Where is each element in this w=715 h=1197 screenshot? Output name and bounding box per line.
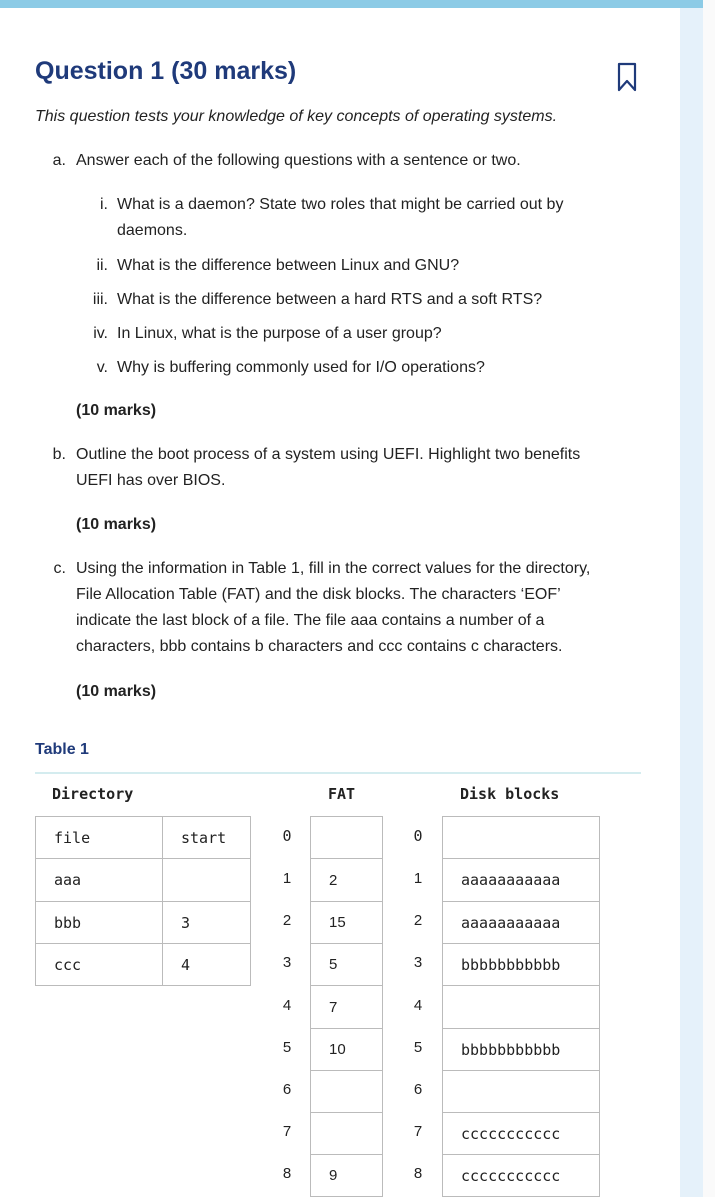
part-a-text: Answer each of the following questions with a sentence or two. [76,152,521,169]
fat-index: 1 [282,870,292,887]
directory-start-cell[interactable]: 3 [162,901,251,944]
top-accent-bar [0,0,703,8]
disk-block-index: 8 [413,1165,423,1182]
disk-block-index: 5 [413,1039,423,1056]
part-c-line-1: Using the information in Table 1, fill in the correct values for the directory, [76,560,591,577]
item-iv-number: iv. [93,325,108,342]
part-b-line-1: Outline the boot process of a system using UEFI. Highlight two benefits [76,446,581,463]
part-b-line-2: UEFI has over BIOS. [76,472,226,489]
fat-entry-cell[interactable] [310,1112,383,1155]
part-b-marks: (10 marks) [76,516,157,533]
fat-entry-cell[interactable] [310,816,383,859]
item-v-number: v. [96,359,108,376]
fat-index: 6 [282,1081,292,1098]
directory-file-cell: bbb [35,901,163,944]
table-title-divider [35,772,641,774]
part-c-line-3: indicate the last block of a file. The file aaa contains a number of a [76,612,545,629]
directory-header: Directory [52,785,134,803]
disk-block-cell[interactable] [442,985,600,1029]
disk-blocks-header: Disk blocks [460,785,560,803]
item-i-line-2: daemons. [117,222,188,239]
part-a-marks: (10 marks) [76,402,157,419]
fat-entry-cell[interactable]: 7 [310,985,383,1029]
item-i-number: i. [100,196,108,213]
disk-block-cell[interactable] [442,1070,600,1113]
directory-col-start: start [162,816,251,859]
part-a-label: a. [52,152,66,169]
item-ii-line-1: What is the difference between Linux and GNU? [117,257,460,274]
fat-entry-cell[interactable]: 9 [310,1154,383,1197]
fat-header: FAT [328,785,356,803]
bookmark-icon[interactable] [617,62,637,92]
disk-block-cell[interactable] [442,816,600,859]
part-c-marks: (10 marks) [76,683,157,700]
fat-index: 4 [282,997,292,1014]
item-iv-line-1: In Linux, what is the purpose of a user group? [117,325,442,342]
item-iii-number: iii. [92,291,108,308]
question-intro: This question tests your knowledge of key concepts of operating systems. [35,108,558,125]
fat-index: 3 [282,954,292,971]
disk-block-index: 0 [413,827,423,845]
table-title: Table 1 [35,741,89,758]
right-side-panel [680,8,703,1197]
question-title: Question 1 (30 marks) [35,57,297,85]
directory-col-file: file [35,816,163,859]
disk-block-cell[interactable]: aaaaaaaaaaa [442,858,600,902]
fat-index: 2 [282,912,292,929]
fat-entry-cell[interactable]: 5 [310,943,383,986]
part-c-line-2: File Allocation Table (FAT) and the disk blocks. The characters ‘EOF’ [76,586,561,603]
scrollbar-track[interactable] [703,0,715,1197]
part-b-label: b. [52,446,66,463]
disk-block-index: 1 [413,870,423,887]
disk-block-index: 2 [413,912,423,929]
disk-block-index: 3 [413,954,423,971]
fat-index: 8 [282,1165,292,1182]
disk-block-cell[interactable]: aaaaaaaaaaa [442,901,600,944]
item-v-line-1: Why is buffering commonly used for I/O operations? [117,359,485,376]
fat-index: 0 [282,827,292,845]
fat-entry-cell[interactable]: 2 [310,858,383,902]
disk-block-cell[interactable]: bbbbbbbbbbb [442,1028,600,1071]
directory-start-cell[interactable] [162,858,251,902]
part-c-label: c. [53,560,66,577]
item-iii-line-1: What is the difference between a hard RTS and a soft RTS? [117,291,543,308]
item-i-line-1: What is a daemon? State two roles that might be carried out by [117,196,564,213]
disk-block-index: 6 [413,1081,423,1098]
directory-file-cell: aaa [35,858,163,902]
disk-block-index: 4 [413,997,423,1014]
fat-entry-cell[interactable]: 15 [310,901,383,944]
fat-entry-cell[interactable]: 10 [310,1028,383,1071]
part-c-line-4: characters, bbb contains b characters and ccc contains c characters. [76,638,563,655]
disk-block-cell[interactable]: ccccccccccc [442,1154,600,1197]
fat-entry-cell[interactable] [310,1070,383,1113]
disk-block-cell[interactable]: bbbbbbbbbbb [442,943,600,986]
fat-index: 7 [282,1123,292,1140]
directory-start-cell[interactable]: 4 [162,943,251,986]
directory-file-cell: ccc [35,943,163,986]
item-ii-number: ii. [96,257,108,274]
fat-index: 5 [282,1039,292,1056]
disk-block-index: 7 [413,1123,423,1140]
disk-block-cell[interactable]: ccccccccccc [442,1112,600,1155]
